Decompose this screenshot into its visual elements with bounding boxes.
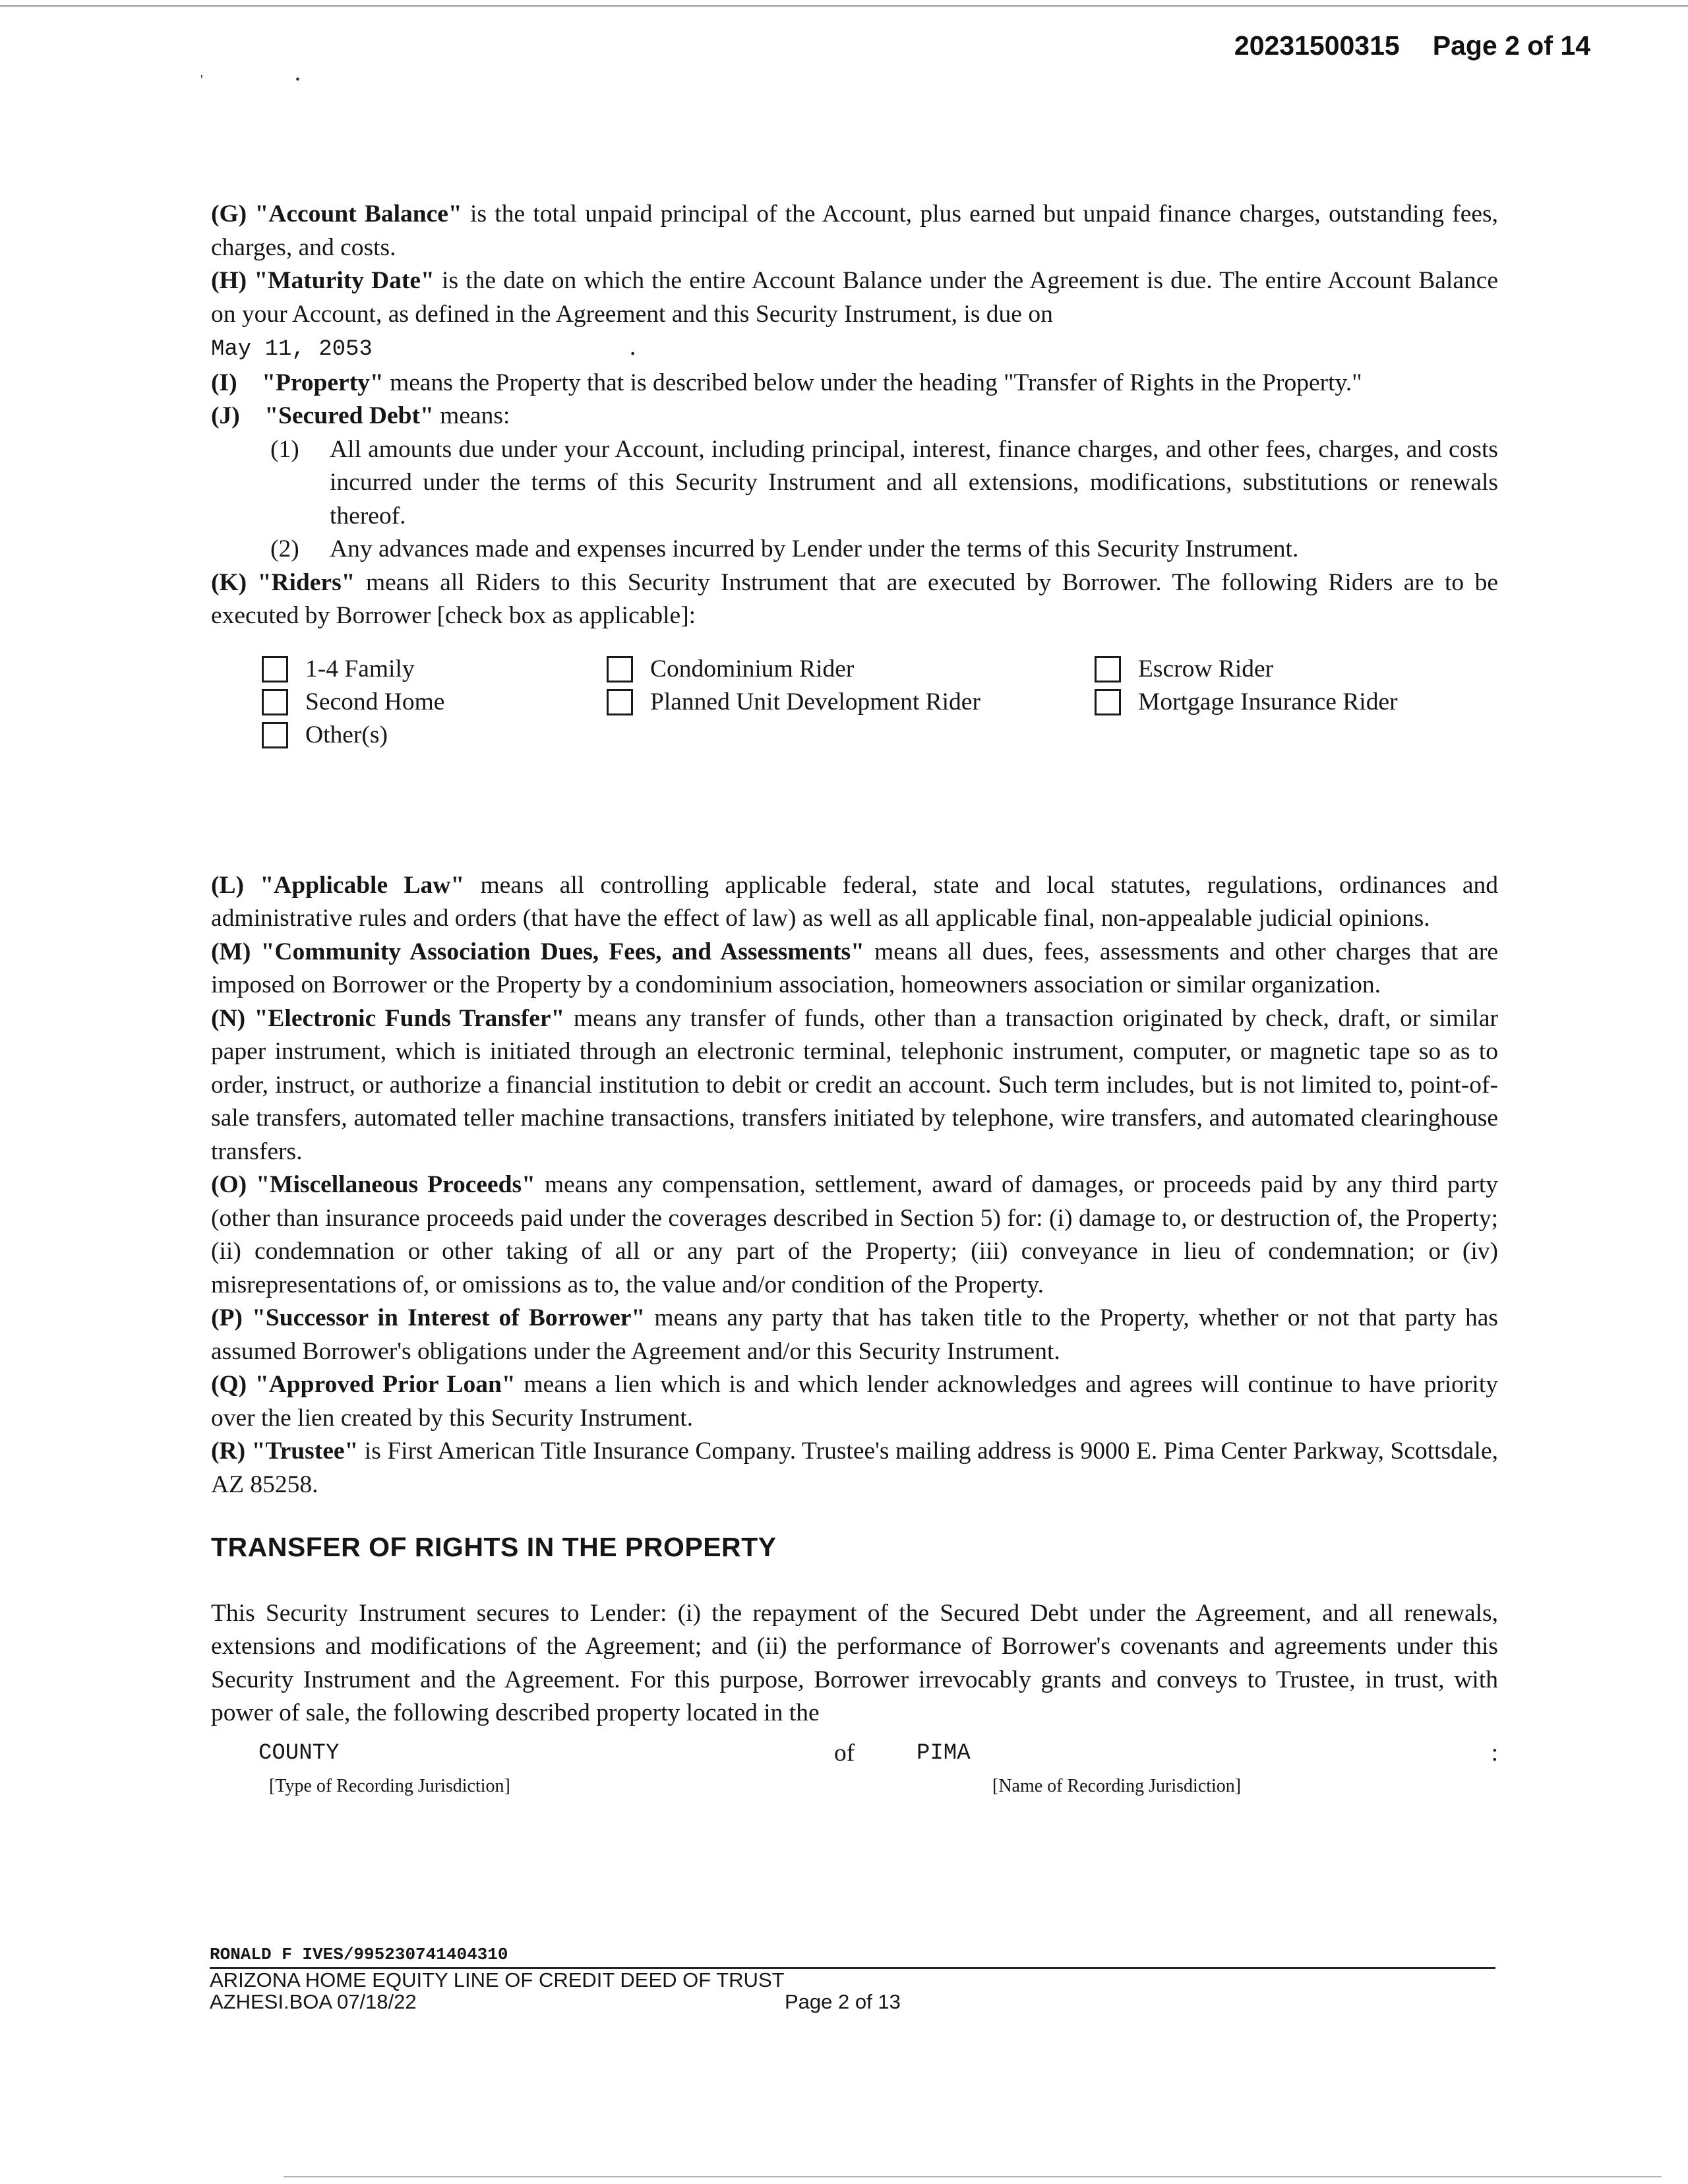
of-word: of bbox=[834, 1739, 855, 1767]
secured-debt-item-2: (2) Any advances made and expenses incurred by Lender under the terms of this Security Instrument. bbox=[270, 535, 1299, 562]
definition-j: (J) "Secured Debt" means: bbox=[211, 402, 510, 429]
definition-g: (G) "Account Balance" is the total unpaid principal of the Account, plus earned but unpaid finance charges, outstanding fees, charges, and costs. bbox=[211, 200, 1499, 261]
rider-pud[interactable]: Planned Unit Development Rider bbox=[607, 686, 980, 719]
definition-r: (R) "Trustee" is First American Title Insurance Company. Trustee's mailing address is 9000 E. Pima Center Parkway, Scottsdale, AZ 85258. bbox=[211, 1438, 1498, 1498]
document-number: 20231500315 bbox=[1234, 30, 1400, 61]
rider-condominium[interactable]: Condominium Rider bbox=[607, 653, 854, 686]
checkbox[interactable] bbox=[1095, 656, 1121, 682]
definition-m: (M) "Community Association Dues, Fees, and Assessments" means all dues, fees, assessments and other charges that are imposed on Borrower or the Property by a condominium association, homeowners association or similar organization. bbox=[211, 938, 1498, 998]
checkbox[interactable] bbox=[607, 689, 633, 715]
borrower-id: RONALD F IVES/995230741404310 bbox=[210, 1944, 1495, 1969]
rider-others[interactable]: Other(s) bbox=[262, 719, 388, 752]
rider-second-home[interactable]: Second Home bbox=[262, 686, 444, 719]
maturity-date-value: May 11, 2053 . bbox=[211, 334, 636, 362]
definition-q: (Q) "Approved Prior Loan" means a lien which is and which lender acknowledges and agrees will continue to have priority over the lien created by this Security Instrument. bbox=[211, 1371, 1498, 1432]
definition-h: (H) "Maturity Date" is the date on which the entire Account Balance under the Agreement is due. The entire Account Balance on your Account, as defined in the Agreement and this Security Instrument, is due on bbox=[211, 267, 1499, 328]
checkbox[interactable] bbox=[262, 722, 288, 748]
form-title: ARIZONA HOME EQUITY LINE OF CREDIT DEED OF TRUST bbox=[210, 1968, 785, 1991]
recording-jurisdiction bbox=[211, 1737, 1498, 1809]
top-scan-rule bbox=[0, 5, 1688, 7]
form-page-number: Page 2 of 13 bbox=[785, 1990, 901, 2013]
transfer-body: This Security Instrument secures to Lender: (i) the repayment of the Secured Debt under the Agreement, and all renewals, extensions and modifications of the Agreement; and (ii) the performance of Borrower's covenants and agreements under this Security Instrument and the Agreement. For this purpose, Borrower irrevocably grants and conveys to Trustee, in trust, with power of sale, the following described property located in the bbox=[211, 1599, 1498, 1726]
bottom-scan-rule bbox=[284, 2176, 1662, 2177]
definition-k: (K) "Riders" means all Riders to this Security Instrument that are executed by Borrower. The following Riders are to be executed by Borrower [check box as applicable]: bbox=[211, 568, 1499, 629]
jurisdiction-name-caption: [Name of Recording Jurisdiction] bbox=[992, 1775, 1242, 1796]
rider-escrow[interactable]: Escrow Rider bbox=[1095, 653, 1273, 686]
definition-o: (O) "Miscellaneous Proceeds" means any compensation, settlement, award of damages, or proceeds paid by any third party (other than insurance proceeds paid under the coverages described in Section 5) for: (i) damage to, or destruction of, the Property; (ii) condemnation or other taking of all or any part of the Property; (iii) conveyance in lieu of condemnation; or (iv) misrepresentations of, or omissions as to, the value and/or condition of the Property. bbox=[211, 1171, 1498, 1298]
secured-debt-item-1: (1) All amounts due under your Account, including principal, interest, finance charges, and other fees, charges, and costs incurred under the terms of this Security Instrument and all extensions, modifications, substitutions or renewals thereof. bbox=[270, 435, 1498, 530]
checkbox[interactable] bbox=[1095, 689, 1121, 715]
document-body bbox=[211, 198, 1498, 1809]
form-code-row bbox=[210, 1991, 1495, 2013]
definition-n: (N) "Electronic Funds Transfer" means any transfer of funds, other than a transaction originated by check, draft, or similar paper instrument, which is initiated through an electronic terminal, telephonic instrument, computer, or magnetic tape so as to order, instruct, or authorize a financial institution to debit or credit an account. Such term includes, but is not limited to, point-of-sale transfers, automated teller machine transactions, transfers initiated by telephone, wire transfers, and automated clearinghouse transfers. bbox=[211, 1004, 1498, 1165]
checkbox[interactable] bbox=[262, 689, 288, 715]
page-number-stamp: Page 2 of 14 bbox=[1432, 30, 1590, 61]
riders-checklist bbox=[211, 653, 1498, 764]
definition-p: (P) "Successor in Interest of Borrower" means any party that has taken title to the Property, whether or not that party has assumed Borrower's obligations under the Agreement and/or this Security Instrument. bbox=[211, 1304, 1499, 1365]
jurisdiction-type-value: COUNTY bbox=[258, 1740, 340, 1766]
jurisdiction-colon: : bbox=[1491, 1739, 1498, 1767]
definition-i: (I) "Property" means the Property that is described below under the heading "Transfer of Rights in the Property." bbox=[211, 369, 1362, 396]
recording-stamp bbox=[1234, 30, 1590, 61]
checkbox[interactable] bbox=[262, 656, 288, 682]
jurisdiction-name-value: PIMA bbox=[917, 1740, 971, 1766]
rider-1-4-family[interactable]: 1-4 Family bbox=[262, 653, 415, 686]
definition-l: (L) "Applicable Law" means all controlling applicable federal, state and local statutes, regulations, ordinances and administrative rules and orders (that have the effect of law) as well as all applicable final, non-appealable judicial opinions. bbox=[211, 871, 1498, 932]
jurisdiction-type-caption: [Type of Recording Jurisdiction] bbox=[269, 1775, 510, 1796]
rider-mortgage-insurance[interactable]: Mortgage Insurance Rider bbox=[1095, 686, 1398, 719]
form-code: AZHESI.BOA 07/18/22 bbox=[210, 1990, 417, 2013]
section-heading-transfer: TRANSFER OF RIGHTS IN THE PROPERTY bbox=[211, 1532, 777, 1562]
checkbox[interactable] bbox=[607, 656, 633, 682]
page-footer bbox=[210, 1944, 1495, 2013]
